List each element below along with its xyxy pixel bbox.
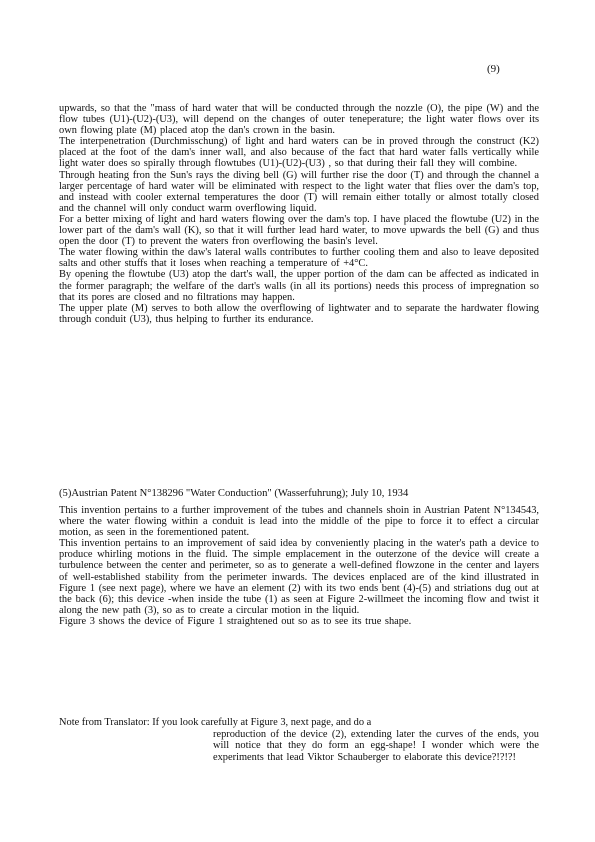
paragraph: This invention pertains to a further improvement of the tubes and channels shoin in Austrian Patent N°134543, where the water flowing within a conduit is lead into the middle of the pipe to force it to effect a circular motion, as seen in the forementioned patent. bbox=[59, 505, 539, 539]
paragraph: This invention pertains to an improvement of said idea by conveniently placing in the water's path a device to produce whirling motions in the fluid. The simple emplacement in the outerzone of the device will create a turbulence between the center and perimeter, so as to generate a well-defined flowzone in the center and layers of well-established stability from the perimeter inwards. The devices enplaced are of the kind illustrated in Figure 1 (see next page), where we have an element (2) with its two ends bent (4)-(5) and striations dug out at the back (6); this device -when inside the tube (1) as seen at Figure 2-willmeet the incoming flow and twist it along the new path (3), so as to create a circular motion in the liquid. bbox=[59, 538, 539, 616]
body-text-patent bbox=[59, 505, 539, 627]
paragraph: The water flowing within the daw's lateral walls contributes to further cooling them and also to leave deposited salts and other stuffs that it loses when reaching a temperature of +4°C. bbox=[59, 247, 539, 270]
translator-note-body: reproduction of the device (2), extending later the curves of the ends, you will notice that they do form an egg-shape! I wonder which were the experiments that lead Viktor Schauberger to elaborate this device?!?!?! bbox=[213, 729, 539, 763]
translator-note-lead: Note from Translator: If you look carefully at Figure 3, next page, and do a bbox=[59, 717, 372, 728]
paragraph: The upper plate (M) serves to both allow the overflowing of lightwater and to separate the hardwater flowing through conduit (U3), thus helping to further its endurance. bbox=[59, 302, 539, 325]
page-number: (9) bbox=[487, 63, 500, 75]
body-text-top bbox=[59, 103, 539, 325]
paragraph: The interpenetration (Durchmisschung) of light and hard waters can be in proved through the construct (K2) placed at the foot of the dam's inner wall, and also because of the fact that hard water falls vertically while light water does so spirally through flowtubes (U1)-(U2)-(U3) , so that during their fall they will combine. bbox=[59, 136, 539, 170]
paragraph: upwards, so that the "mass of hard water that will be conducted through the nozzle (O), the pipe (W) and the flow tubes (U1)-(U2)-(U3), will depend on the changes of outer teneperature; the light water flows over its own flowing plate (M) placed atop the dan's crown in the basin. bbox=[59, 103, 539, 137]
paragraph: For a better mixing of light and hard waters flowing over the dam's top. I have placed the flowtube (U2) in the lower part of the dam's wall (K), so that it will further lead hard water, to move upwards the bell (G) and thus open the door (T) to prevent the waters fron overflowing the basin's level. bbox=[59, 213, 539, 248]
paragraph: By opening the flowtube (U3) atop the dart's wall, the upper portion of the dam can be affected as indicated in the former paragraph; the welfare of the dart's walls (in all its portions) needs this process of impregnation so that its pores are closed and no filtrations may happen. bbox=[59, 269, 539, 303]
paragraph: Figure 3 shows the device of Figure 1 straightened out so as to see its true shape. bbox=[59, 615, 412, 627]
patent-heading: (5)Austrian Patent N°138296 "Water Conduction" (Wasserfuhrung); July 10, 1934 bbox=[59, 488, 409, 499]
paragraph: Through heating fron the Sun's rays the diving bell (G) will further rise the door (T) and through the channel a larger percentage of hard water will be eliminated with respect to the light water that flies over the dam's top, and instead with cooler external temperatures the door (T) will remain either totally or almost totally closed and the channel will only conduct warm overflowing liquid. bbox=[59, 169, 539, 214]
